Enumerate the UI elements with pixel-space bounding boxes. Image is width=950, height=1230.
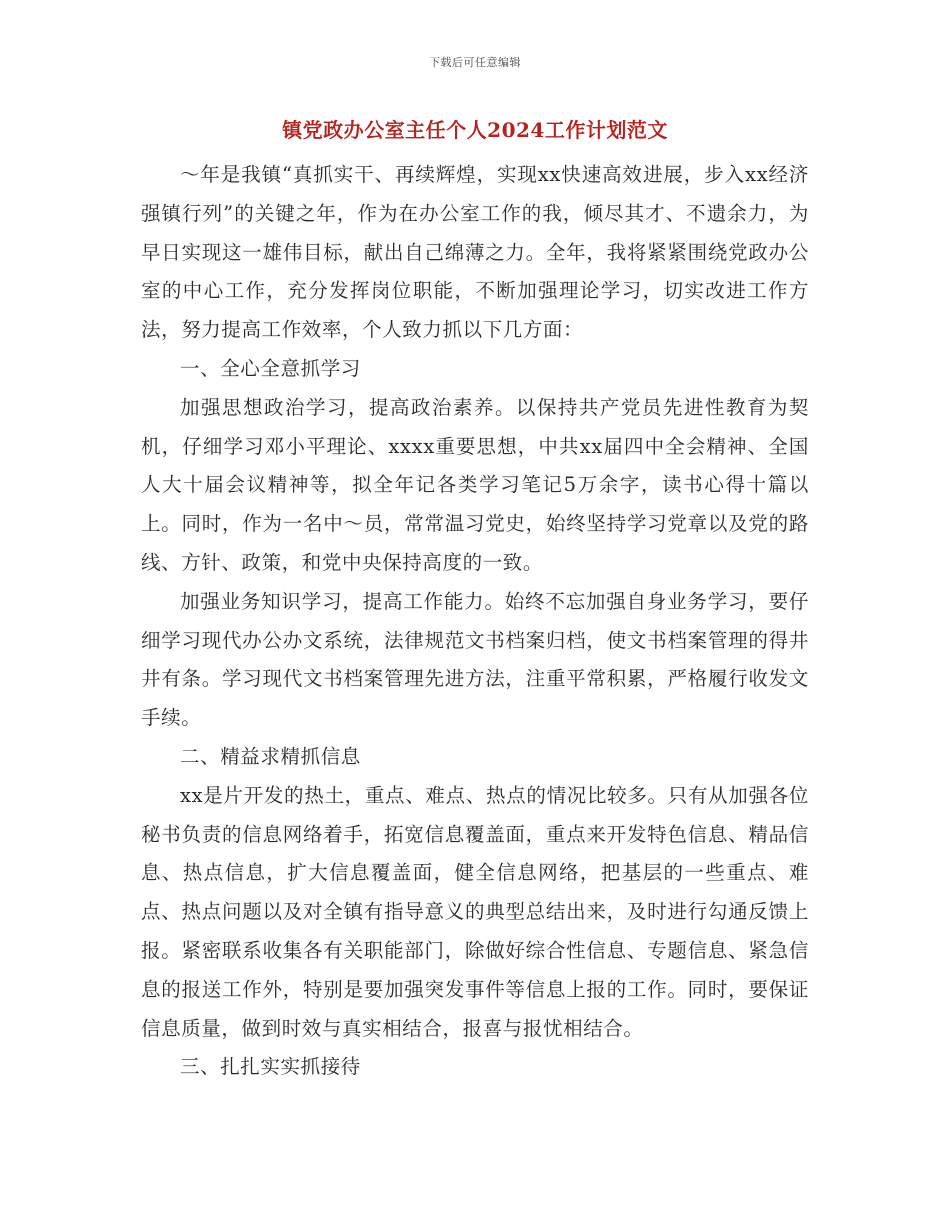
section-heading-3: 三、扎扎实实抓接待 (180, 1055, 361, 1079)
section-heading-2: 二、精益求精抓信息 (180, 744, 361, 768)
document-title: 镇党政办公室主任个人2024工作计划范文 (282, 118, 668, 142)
section-heading-1: 一、全心全意抓学习 (180, 356, 361, 380)
paragraph-information: xx是片开发的热土，重点、难点、热点的情况比较多。只有从加强各位秘书负责的信息网络着手，拓宽信息覆盖面，重点来开发特色信息、精品信息、热点信息，扩大信息覆盖面，健全信息网络，把基层的一些重点、难点、热点问题以及对全镇有指导意义的典型总结出来，及时进行勾通反馈上报。紧密联系收集各有关职能部门，除做好综合性信息、专题信息、紧急信息的报送工作外，特别是要加强突发事件等信息上报的工作。同时，要保证信息质量，做到时效与真实相结合，报喜与报忧相结合。 (141, 783, 809, 1040)
paragraph-study-business: 加强业务知识学习，提高工作能力。始终不忘加强自身业务学习，要仔细学习现代办公办文系统，法律规范文书档案归档，使文书档案管理的得井井有条。学习现代文书档案管理先进方法，注重平常积累，严格履行收发文手续。 (141, 589, 809, 730)
header-note: 下载后可任意编辑 (429, 56, 521, 69)
document-body (141, 156, 809, 1087)
paragraph-study-politics: 加强思想政治学习，提高政治素养。以保持共产党员先进性教育为契机，仔细学习邓小平理论、xxxx重要思想，中共xx届四中全会精神、全国人大十届会议精神等，拟全年记各类学习笔记5万余字，读书心得十篇以上。同时，作为一名中～员，常常温习党史，始终坚持学习党章以及党的路线、方针、政策，和党中央保持高度的一致。 (141, 395, 809, 574)
intro-paragraph: ～年是我镇“真抓实干、再续辉煌，实现xx快速高效进展，步入xx经济强镇行列”的关键之年，作为在办公室工作的我，倾尽其才、不遗余力，为早日实现这一雄伟目标，献出自己绵薄之力。全年，我将紧紧围绕党政办公室的中心工作，充分发挥岗位职能，不断加强理论学习，切实改进工作方法，努力提高工作效率，个人致力抓以下几方面： (141, 163, 809, 342)
